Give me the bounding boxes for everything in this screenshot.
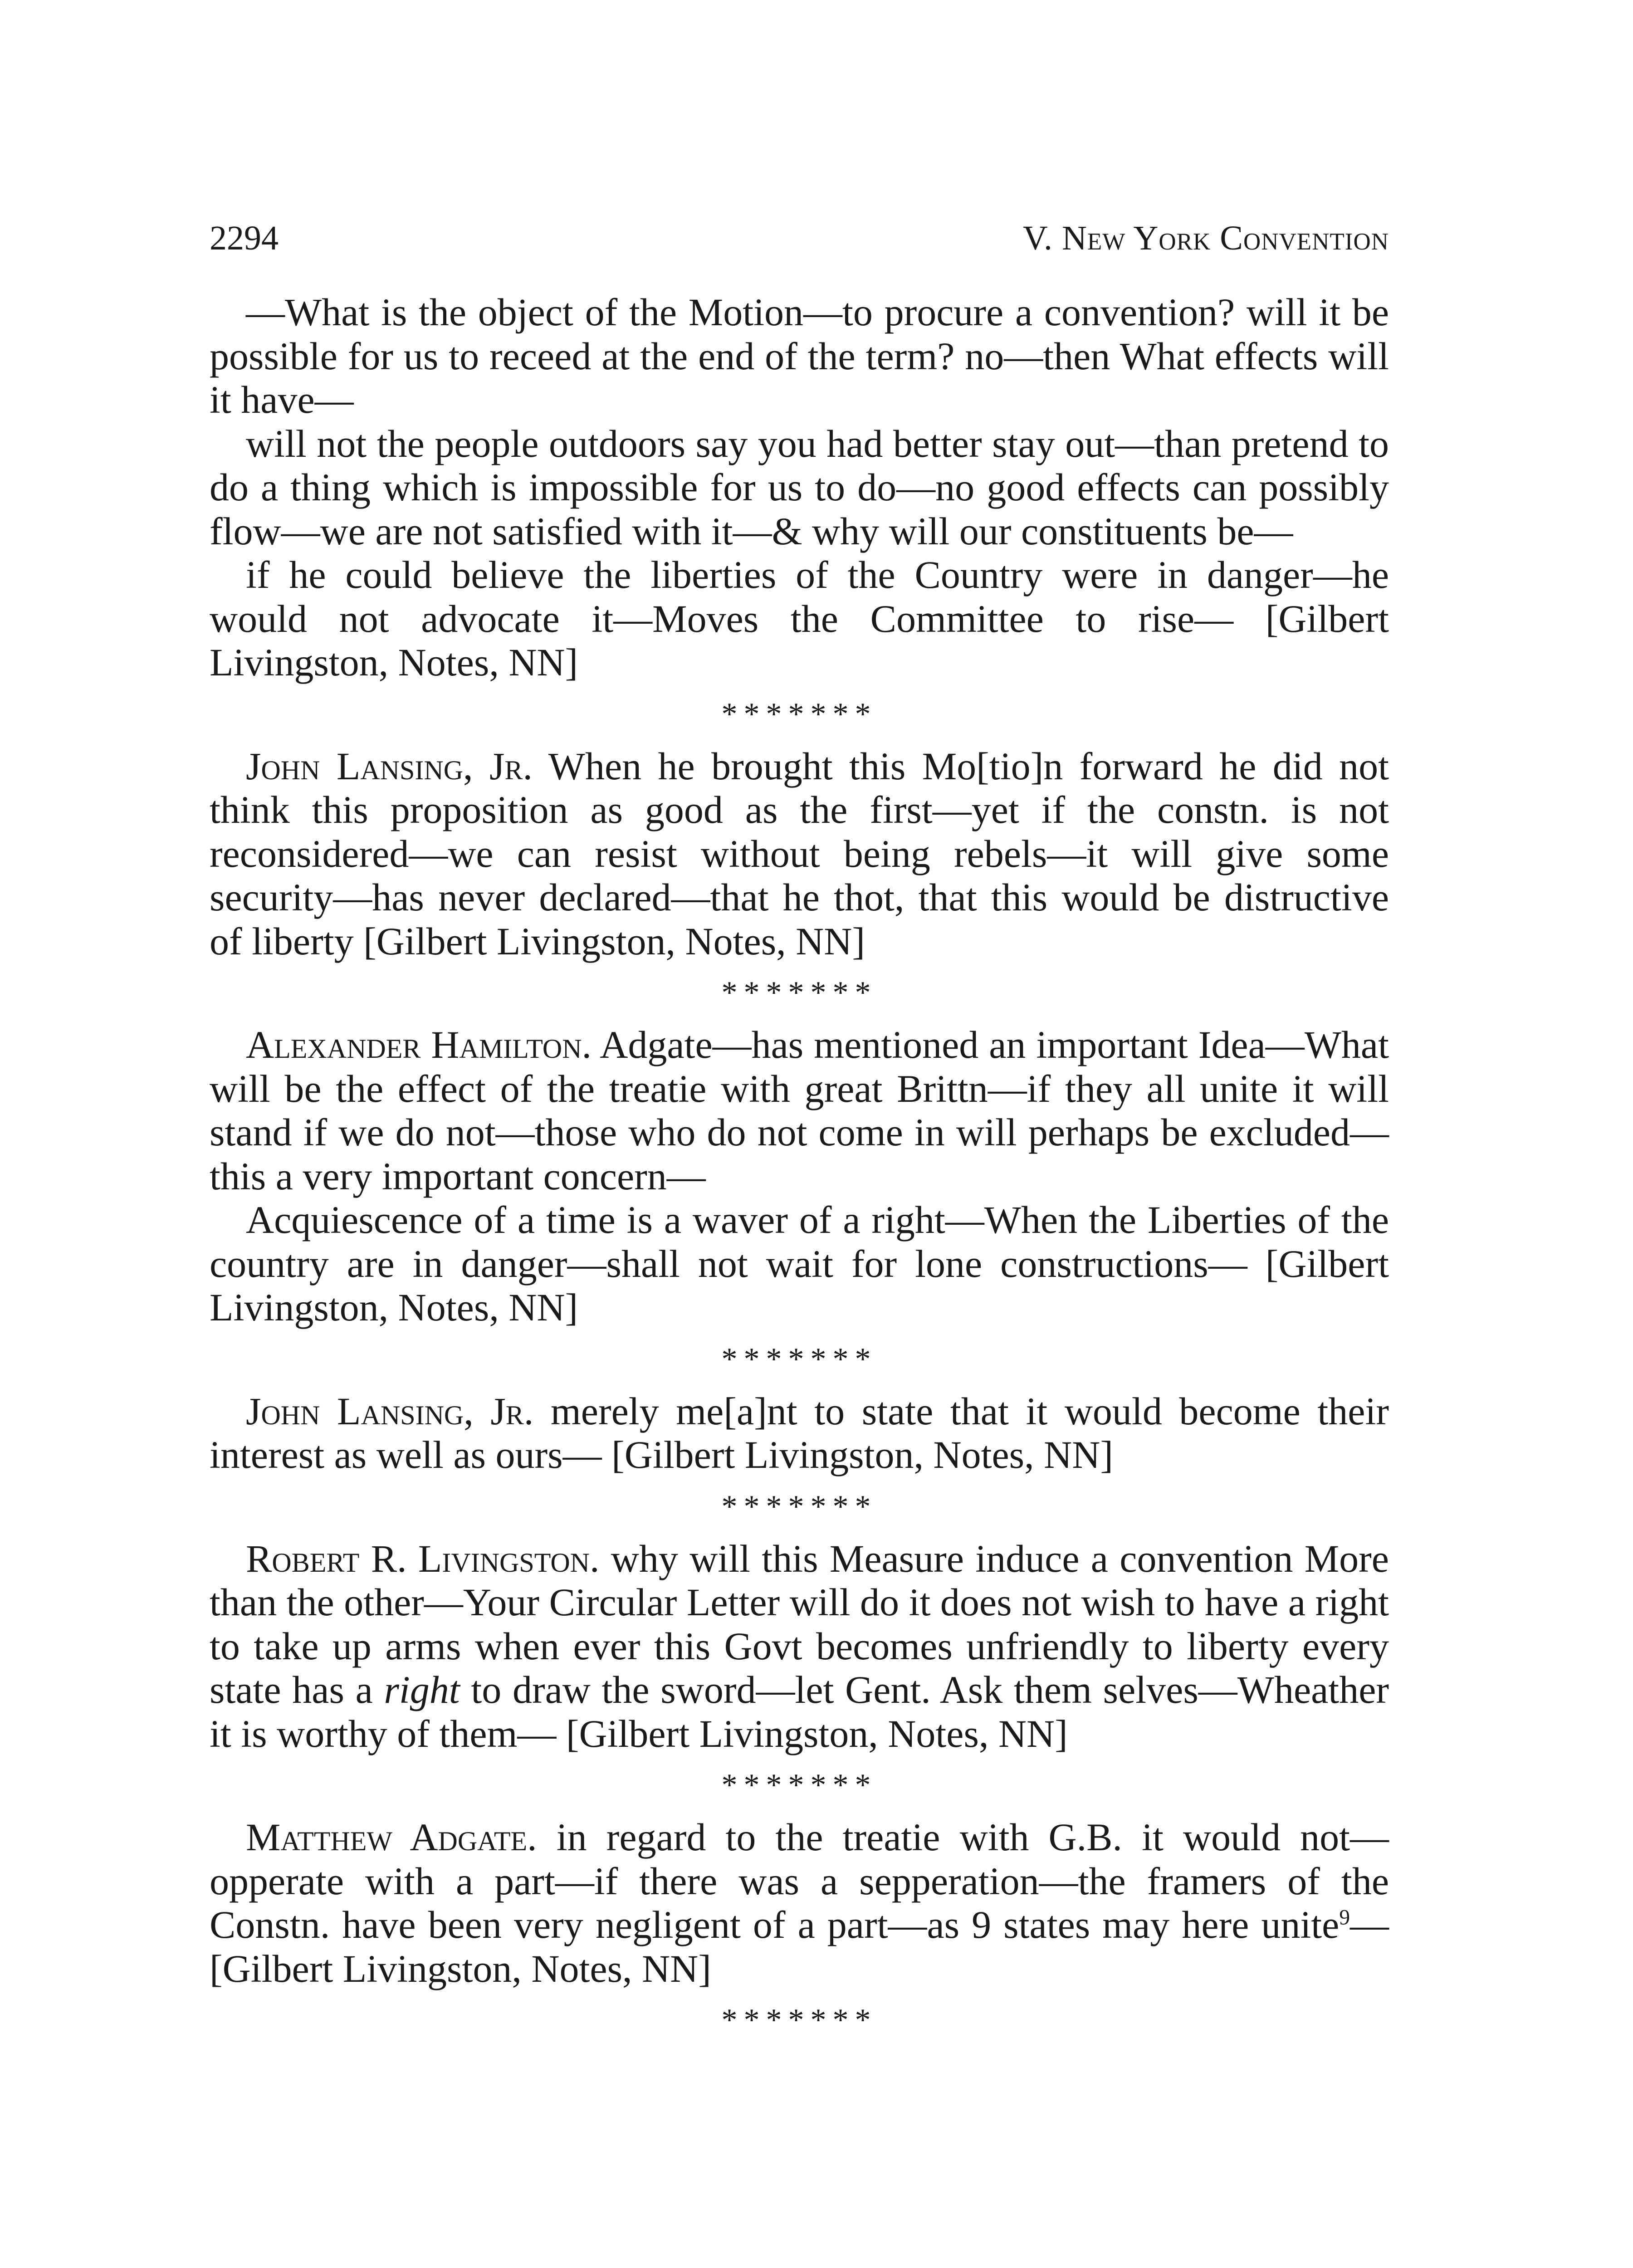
paragraph-livingston: [210, 1537, 1389, 1756]
speech-text: — [Gilbert Livingston, Notes, NN]: [210, 1903, 1389, 1990]
speaker-name: Matthew Adgate.: [246, 1815, 537, 1859]
section-separator: *******: [721, 1341, 877, 1377]
running-head: [210, 213, 1389, 263]
running-title: V. New York Convention: [1022, 219, 1389, 257]
speech-text: merely me[a]nt to state that it would become their interest as well as ours— [Gilbert Livingston, Notes, NN]: [210, 1389, 1389, 1476]
paragraph-liberties-danger: if he could believe the liberties of the Country were in danger—he would not advocate it—Moves the Committee to rise— [Gilbert Livingston, Notes, NN]: [210, 553, 1389, 684]
section-separator: *******: [721, 2003, 877, 2038]
paragraph-people-outdoors: will not the people outdoors say you had better stay out—than pretend to do a thing which is impossible for us to do—no good effects can possibly flow—we are not satisfied with it—& why will our constituents be—: [210, 421, 1389, 553]
section-separator: *******: [721, 1489, 877, 1524]
page-number: 2294: [210, 219, 279, 257]
paragraph-lansing-1: [210, 744, 1389, 963]
body-text: [210, 290, 1389, 2042]
footnote-reference[interactable]: 9: [1339, 1906, 1350, 1930]
paragraph-acquiescence: Acquiescence of a time is a waver of a right—When the Liberties of the country are in danger—shall not wait for lone constructions— [Gilbert Livingston, Notes, NN]: [210, 1198, 1389, 1329]
paragraph-lansing-2: [210, 1389, 1389, 1477]
emphasis-right: right: [384, 1668, 460, 1711]
speaker-name: John Lansing, Jr.: [246, 744, 533, 788]
document-page: [210, 213, 1389, 2050]
section-separator: *******: [721, 1768, 877, 1803]
speech-text: to draw the sword—let Gent. Ask them selves—Wheather it is worthy of them— [Gilbert Livingston, Notes, NN]: [210, 1668, 1389, 1755]
paragraph-motion-object: —What is the object of the Motion—to procure a convention? will it be possible for us to receed at the end of the term? no—then What effects will it have—: [210, 290, 1389, 421]
speech-text: in regard to the treatie with G.B. it would not—opperate with a part—if there was a sepperation—the framers of the Constn. have been very negligent of a part—as 9 states may here unite: [210, 1815, 1389, 1946]
section-separator: *******: [721, 696, 877, 732]
speaker-name: John Lansing, Jr.: [246, 1389, 534, 1433]
speaker-name: Robert R. Livingston.: [246, 1536, 600, 1580]
speech-text: why will this Measure induce a convention More than the other—Your Circular Letter will do it does not wish to have a right to take up arms when ever this Govt becomes unfriendly to liberty every state has a: [210, 1536, 1389, 1711]
speech-text: When he brought this Mo[tio]n forward he did not think this proposition as good as the first—yet if the constn. is not reconsidered—we can resist without being rebels—it will give some security—has never declared—that he thot, that this would be distructive of liberty [Gilbert Livingston, Notes, NN]: [210, 744, 1389, 963]
paragraph-hamilton: [210, 1023, 1389, 1198]
section-separator: *******: [721, 975, 877, 1010]
speaker-name: Alexander Hamilton.: [246, 1023, 592, 1066]
paragraph-adgate: [210, 1815, 1389, 1990]
speech-text: Adgate—has mentioned an important Idea—What will be the effect of the treatie with great Brittn—if they all unite it will stand if we do not—those who do not come in will perhaps be excluded—this a very important concern—: [210, 1023, 1389, 1198]
